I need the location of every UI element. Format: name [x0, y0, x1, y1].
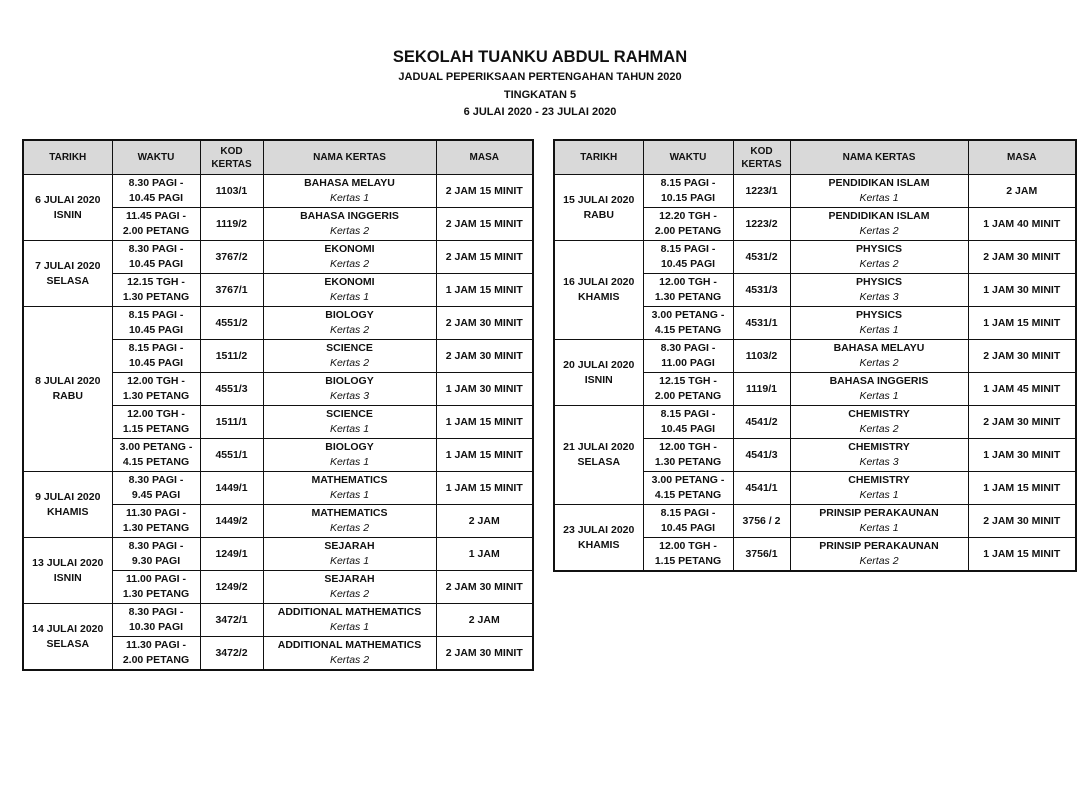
paper-number: Kertas 3 [329, 390, 370, 402]
time-cell [112, 175, 200, 208]
exam-date: 6 JULAI 2020 [35, 193, 101, 206]
paper-number: Kertas 2 [859, 423, 899, 435]
exam-day: RABU [583, 208, 614, 221]
header-masa: MASA [968, 140, 1076, 175]
table-row [23, 538, 533, 571]
duration: 2 JAM 30 MINIT [968, 241, 1076, 274]
subject-name: PRINSIP PERAKAUNAN [819, 507, 939, 519]
header-kod-line1: KOD [220, 145, 243, 157]
paper-number: Kertas 1 [859, 489, 899, 501]
date-cell [23, 307, 112, 472]
exam-day: KHAMIS [578, 291, 620, 303]
paper-name-cell [790, 175, 968, 208]
date-cell [23, 241, 112, 307]
time-cell [112, 406, 200, 439]
paper-number: Kertas 1 [329, 555, 370, 567]
date-cell [554, 505, 643, 572]
date-range: 6 JULAI 2020 - 23 JULAI 2020 [463, 106, 617, 118]
paper-number: Kertas 1 [329, 621, 370, 633]
table-row [554, 505, 1076, 538]
time-cell [112, 604, 200, 637]
duration: 2 JAM 30 MINIT [968, 340, 1076, 373]
paper-code: 3472/1 [200, 604, 263, 637]
time-cell [112, 439, 200, 472]
paper-code: 4541/3 [733, 439, 790, 472]
table-row [23, 472, 533, 505]
duration: 2 JAM 30 MINIT [436, 637, 533, 671]
subject-name: CHEMISTRY [848, 441, 910, 453]
paper-code: 4531/3 [733, 274, 790, 307]
header-tarikh: TARIKH [23, 140, 112, 175]
exam-date: 21 JULAI 2020 [563, 441, 635, 453]
paper-code: 4551/2 [200, 307, 263, 340]
paper-name-cell [263, 571, 436, 604]
time-end: 11.00 PAGI [661, 357, 715, 369]
duration: 1 JAM 15 MINIT [436, 274, 533, 307]
time-end: 10.45 PAGI [128, 192, 184, 204]
time-cell [643, 175, 733, 208]
time-end: 4.15 PETANG [654, 324, 722, 336]
exam-day: ISNIN [53, 208, 82, 221]
date-cell [554, 340, 643, 406]
paper-name-cell [263, 538, 436, 571]
duration: 2 JAM 15 MINIT [436, 175, 533, 208]
paper-number: Kertas 1 [329, 423, 370, 435]
time-end: 10.45 PAGI [128, 258, 184, 270]
time-cell [643, 274, 733, 307]
duration: 1 JAM 45 MINIT [968, 373, 1076, 406]
time-start: 8.15 PAGI - [660, 177, 716, 189]
time-start: 8.30 PAGI - [128, 243, 184, 255]
time-end: 2.00 PETANG [122, 225, 190, 237]
subject-name: SCIENCE [326, 342, 373, 354]
date-cell [23, 472, 112, 538]
table-row [554, 406, 1076, 439]
time-cell [112, 274, 200, 307]
date-cell [554, 175, 643, 241]
time-end: 1.15 PETANG [654, 555, 722, 567]
header-masa: MASA [436, 140, 533, 175]
time-start: 8.15 PAGI - [128, 342, 184, 354]
paper-number: Kertas 2 [329, 225, 370, 237]
time-start: 8.15 PAGI - [660, 408, 716, 420]
paper-name-cell [263, 307, 436, 340]
time-cell [643, 307, 733, 340]
date-cell [554, 241, 643, 340]
paper-number: Kertas 2 [329, 357, 370, 369]
time-end: 10.45 PAGI [660, 423, 716, 435]
header-kod-kertas [733, 140, 790, 175]
time-start: 11.00 PAGI - [126, 573, 186, 585]
time-start: 3.00 PETANG - [651, 474, 725, 486]
paper-code: 4551/1 [200, 439, 263, 472]
duration: 1 JAM 15 MINIT [436, 439, 533, 472]
time-cell [112, 241, 200, 274]
duration: 2 JAM 30 MINIT [436, 340, 533, 373]
paper-number: Kertas 1 [329, 489, 370, 501]
time-end: 10.45 PAGI [660, 258, 716, 270]
subject-name: PENDIDIKAN ISLAM [828, 177, 930, 189]
time-cell [112, 637, 200, 671]
exam-date: 23 JULAI 2020 [563, 523, 635, 536]
paper-name-cell [263, 472, 436, 505]
subject-name: MATHEMATICS [311, 507, 388, 519]
time-end: 10.45 PAGI [660, 522, 716, 534]
paper-name-cell [790, 406, 968, 439]
subject-name: MATHEMATICS [311, 474, 388, 486]
exam-date: 13 JULAI 2020 [32, 556, 104, 569]
paper-number: Kertas 2 [859, 225, 899, 237]
paper-code: 1511/2 [200, 340, 263, 373]
subject-name: PHYSICS [855, 276, 903, 288]
time-end: 2.00 PETANG [122, 654, 190, 666]
paper-name-cell [263, 373, 436, 406]
subject-name: BAHASA INGGERIS [829, 375, 929, 387]
time-start: 11.45 PAGI - [126, 210, 186, 222]
exam-day: RABU [52, 390, 83, 402]
time-end: 2.00 PETANG [654, 225, 722, 237]
time-end: 1.30 PETANG [654, 291, 722, 303]
paper-code: 4531/1 [733, 307, 790, 340]
paper-code: 1119/2 [200, 208, 263, 241]
paper-number: Kertas 1 [859, 324, 899, 336]
paper-code: 1449/1 [200, 472, 263, 505]
paper-number: Kertas 2 [859, 258, 899, 270]
time-start: 12.00 TGH - [127, 408, 185, 420]
time-cell [112, 373, 200, 406]
subject-name: BAHASA INGGERIS [300, 210, 399, 222]
header-kod-line2: KERTAS [741, 158, 782, 170]
paper-code: 1511/1 [200, 406, 263, 439]
exam-date: 20 JULAI 2020 [563, 358, 635, 371]
paper-name-cell [790, 208, 968, 241]
time-cell [643, 538, 733, 572]
date-cell [554, 406, 643, 505]
date-cell [23, 604, 112, 671]
exam-day: KHAMIS [47, 505, 89, 518]
header-kod-kertas [200, 140, 263, 175]
duration: 2 JAM 30 MINIT [968, 406, 1076, 439]
paper-code: 1103/1 [200, 175, 263, 208]
paper-code: 1119/1 [733, 373, 790, 406]
exam-day: ISNIN [53, 571, 82, 584]
exam-date: 8 JULAI 2020 [35, 375, 101, 387]
paper-code: 4531/2 [733, 241, 790, 274]
paper-number: Kertas 2 [329, 588, 370, 600]
time-end: 4.15 PETANG [654, 489, 722, 501]
table-row [23, 307, 533, 340]
subject-name: PRINSIP PERAKAUNAN [819, 540, 939, 552]
subject-name: PHYSICS [855, 309, 903, 321]
header-waktu: WAKTU [112, 140, 200, 175]
time-start: 8.30 PAGI - [660, 342, 716, 354]
duration: 2 JAM [968, 175, 1076, 208]
time-cell [112, 538, 200, 571]
time-start: 8.15 PAGI - [660, 507, 716, 519]
paper-number: Kertas 2 [329, 324, 370, 336]
schedule-table-left [22, 139, 534, 671]
duration: 1 JAM 40 MINIT [968, 208, 1076, 241]
time-end: 1.30 PETANG [122, 588, 190, 600]
paper-name-cell [263, 241, 436, 274]
time-start: 12.00 TGH - [659, 441, 717, 453]
subject-name: PENDIDIKAN ISLAM [828, 210, 930, 222]
time-cell [112, 472, 200, 505]
time-cell [643, 340, 733, 373]
header-tarikh: TARIKH [554, 140, 643, 175]
exam-date: 16 JULAI 2020 [563, 276, 635, 288]
schedule-body-right [554, 175, 1076, 572]
time-start: 12.15 TGH - [127, 276, 185, 288]
header-kod-line1: KOD [750, 145, 773, 157]
paper-name-cell [263, 406, 436, 439]
subject-name: BAHASA MELAYU [833, 342, 925, 354]
date-cell [23, 538, 112, 604]
table-row [554, 175, 1076, 208]
subject-name: EKONOMI [324, 276, 375, 288]
paper-number: Kertas 1 [329, 192, 370, 204]
subject-name: BIOLOGY [325, 441, 374, 453]
paper-code: 4551/3 [200, 373, 263, 406]
table-row [23, 604, 533, 637]
paper-name-cell [263, 604, 436, 637]
time-start: 12.00 TGH - [659, 276, 717, 288]
time-start: 11.30 PAGI - [126, 507, 186, 519]
paper-name-cell [790, 307, 968, 340]
duration: 2 JAM 15 MINIT [436, 241, 533, 274]
exam-date: 15 JULAI 2020 [563, 193, 635, 206]
paper-name-cell [790, 538, 968, 572]
paper-name-cell [263, 505, 436, 538]
header-waktu: WAKTU [643, 140, 733, 175]
duration: 2 JAM 30 MINIT [436, 571, 533, 604]
duration: 1 JAM 15 MINIT [436, 406, 533, 439]
paper-number: Kertas 1 [329, 291, 370, 303]
paper-code: 4541/1 [733, 472, 790, 505]
time-end: 10.45 PAGI [128, 357, 184, 369]
paper-code: 3767/2 [200, 241, 263, 274]
paper-code: 1249/2 [200, 571, 263, 604]
time-start: 8.30 PAGI - [128, 177, 184, 189]
paper-name-cell [263, 340, 436, 373]
time-end: 1.30 PETANG [122, 390, 190, 402]
duration: 2 JAM 30 MINIT [968, 505, 1076, 538]
subject-name: SEJARAH [324, 573, 375, 585]
time-start: 8.30 PAGI - [128, 540, 184, 552]
duration: 1 JAM 15 MINIT [436, 472, 533, 505]
subject-name: CHEMISTRY [848, 408, 910, 420]
time-cell [112, 208, 200, 241]
paper-number: Kertas 2 [329, 258, 370, 270]
paper-code: 1249/1 [200, 538, 263, 571]
time-end: 9.45 PAGI [131, 489, 181, 501]
schedule-body-left [23, 175, 533, 671]
paper-code: 3767/1 [200, 274, 263, 307]
duration: 1 JAM 30 MINIT [436, 373, 533, 406]
paper-number: Kertas 2 [859, 555, 899, 567]
time-end: 4.15 PETANG [122, 456, 190, 468]
time-end: 10.15 PAGI [660, 192, 716, 204]
time-start: 3.00 PETANG - [119, 441, 193, 453]
time-cell [643, 406, 733, 439]
subject-name: BIOLOGY [325, 309, 374, 321]
paper-name-cell [790, 274, 968, 307]
schedule-title: JADUAL PEPERIKSAAN PERTENGAHAN TAHUN 2020 [398, 71, 682, 83]
exam-day: KHAMIS [578, 538, 620, 551]
exam-day: SELASA [577, 456, 621, 468]
paper-number: Kertas 1 [859, 192, 899, 204]
time-end: 1.30 PETANG [654, 456, 722, 468]
exam-day: ISNIN [584, 373, 613, 386]
form-level: TINGKATAN 5 [503, 89, 577, 101]
paper-code: 3756/1 [733, 538, 790, 572]
time-end: 1.30 PETANG [122, 522, 190, 534]
duration: 1 JAM 30 MINIT [968, 439, 1076, 472]
subject-name: CHEMISTRY [848, 474, 910, 486]
time-start: 8.30 PAGI - [128, 474, 184, 486]
time-cell [643, 472, 733, 505]
time-start: 12.00 TGH - [659, 540, 717, 552]
paper-code: 4541/2 [733, 406, 790, 439]
time-cell [643, 373, 733, 406]
time-start: 12.00 TGH - [127, 375, 185, 387]
paper-number: Kertas 3 [859, 291, 899, 303]
schedule-table-right [553, 139, 1077, 572]
table-row [554, 241, 1076, 274]
time-start: 8.30 PAGI - [128, 606, 184, 618]
table-row [23, 241, 533, 274]
exam-day: SELASA [46, 637, 90, 650]
paper-name-cell [790, 241, 968, 274]
time-cell [112, 571, 200, 604]
paper-name-cell [263, 439, 436, 472]
duration: 2 JAM 15 MINIT [436, 208, 533, 241]
time-cell [643, 208, 733, 241]
header-nama-kertas: NAMA KERTAS [790, 140, 968, 175]
paper-code: 3472/2 [200, 637, 263, 671]
paper-number: Kertas 1 [859, 522, 899, 534]
time-end: 2.00 PETANG [654, 390, 722, 402]
subject-name: SCIENCE [326, 408, 373, 420]
paper-name-cell [790, 439, 968, 472]
subject-name: ADDITIONAL MATHEMATICS [277, 639, 422, 651]
duration: 2 JAM [436, 505, 533, 538]
time-cell [643, 439, 733, 472]
paper-number: Kertas 2 [329, 654, 370, 666]
time-start: 8.15 PAGI - [660, 243, 716, 255]
table-row [554, 340, 1076, 373]
time-cell [643, 241, 733, 274]
paper-code: 1223/2 [733, 208, 790, 241]
duration: 1 JAM 15 MINIT [968, 538, 1076, 572]
paper-name-cell [790, 505, 968, 538]
paper-name-cell [790, 373, 968, 406]
exam-date: 7 JULAI 2020 [35, 259, 101, 272]
subject-name: BIOLOGY [325, 375, 374, 387]
duration: 1 JAM 15 MINIT [968, 472, 1076, 505]
table-row [23, 175, 533, 208]
time-end: 9.30 PAGI [131, 555, 181, 567]
paper-code: 3756 / 2 [733, 505, 790, 538]
duration: 1 JAM 15 MINIT [968, 307, 1076, 340]
paper-number: Kertas 1 [859, 390, 899, 402]
subject-name: EKONOMI [324, 243, 375, 255]
time-start: 3.00 PETANG - [651, 309, 725, 321]
paper-name-cell [790, 340, 968, 373]
exam-date: 9 JULAI 2020 [35, 490, 101, 503]
school-name: SEKOLAH TUANKU ABDUL RAHMAN [392, 48, 688, 66]
paper-name-cell [263, 637, 436, 671]
header-nama-kertas: NAMA KERTAS [263, 140, 436, 175]
paper-name-cell [790, 472, 968, 505]
exam-date: 14 JULAI 2020 [32, 622, 104, 635]
time-cell [112, 505, 200, 538]
duration: 2 JAM 30 MINIT [436, 307, 533, 340]
table-header [554, 140, 1076, 175]
subject-name: ADDITIONAL MATHEMATICS [277, 606, 422, 618]
date-cell [23, 175, 112, 241]
subject-name: BAHASA MELAYU [304, 177, 395, 189]
time-end: 1.30 PETANG [122, 291, 190, 303]
duration: 1 JAM [436, 538, 533, 571]
paper-name-cell [263, 274, 436, 307]
time-end: 10.30 PAGI [128, 621, 184, 633]
paper-code: 1223/1 [733, 175, 790, 208]
paper-name-cell [263, 208, 436, 241]
duration: 2 JAM [436, 604, 533, 637]
time-cell [112, 340, 200, 373]
paper-number: Kertas 3 [859, 456, 899, 468]
header-kod-line2: KERTAS [211, 158, 252, 170]
time-end: 1.15 PETANG [122, 423, 190, 435]
paper-code: 1103/2 [733, 340, 790, 373]
paper-code: 1449/2 [200, 505, 263, 538]
time-end: 10.45 PAGI [128, 324, 184, 336]
paper-number: Kertas 1 [329, 456, 370, 468]
subject-name: PHYSICS [855, 243, 903, 255]
duration: 1 JAM 30 MINIT [968, 274, 1076, 307]
time-cell [112, 307, 200, 340]
paper-number: Kertas 2 [329, 522, 370, 534]
time-cell [643, 505, 733, 538]
paper-name-cell [263, 175, 436, 208]
table-header [23, 140, 533, 175]
time-start: 12.15 TGH - [659, 375, 717, 387]
time-start: 8.15 PAGI - [128, 309, 184, 321]
time-start: 11.30 PAGI - [126, 639, 186, 651]
exam-day: SELASA [46, 274, 90, 287]
subject-name: SEJARAH [324, 540, 375, 552]
paper-number: Kertas 2 [859, 357, 899, 369]
time-start: 12.20 TGH - [659, 210, 717, 222]
